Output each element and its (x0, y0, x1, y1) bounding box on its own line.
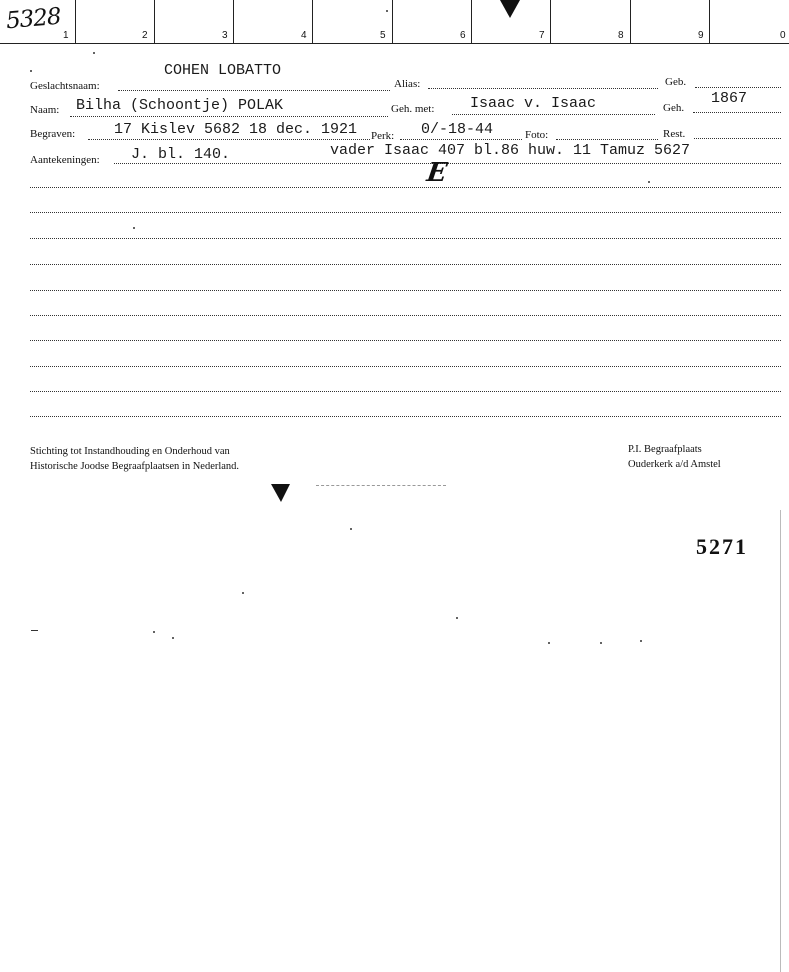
married-label: Geh. (663, 102, 685, 114)
photo-label: Foto: (525, 129, 549, 141)
scan-speck (350, 528, 352, 530)
ruler-number: 8 (618, 30, 624, 41)
stamped-number: 5271 (696, 534, 748, 559)
ruler-divider (709, 0, 710, 44)
ruler-divider (630, 0, 631, 44)
plot-label: Perk: (371, 130, 395, 142)
name-label: Naam: (30, 104, 60, 116)
geb-label: Geb. (665, 76, 687, 88)
ruler-divider (550, 0, 551, 44)
cemetery-name (628, 442, 721, 472)
surname-label: Geslachtsnaam: (30, 80, 100, 92)
ruler-number: 3 (222, 30, 228, 41)
photo-line (556, 139, 658, 140)
ruler-number: 6 (460, 30, 466, 41)
note-line (30, 264, 781, 265)
foundation-name (30, 444, 239, 474)
triangle-marker-icon (498, 0, 522, 20)
scan-speck (386, 10, 388, 12)
cemetery-line-2: Ouderkerk a/d Amstel (628, 459, 721, 470)
ruler-divider (312, 0, 313, 44)
ruler-divider (154, 0, 155, 44)
ruler-number: 7 (539, 30, 545, 41)
ruler-number: 0 (780, 30, 786, 41)
scan-speck (93, 52, 95, 54)
buried-label: Begraven: (30, 128, 76, 140)
surname-line (118, 90, 390, 91)
scan-speck (153, 631, 155, 633)
number-ruler (0, 0, 789, 44)
ruler-number: 4 (301, 30, 307, 41)
married-to-value: Isaac v. Isaac (470, 95, 597, 112)
handwritten-e-mark: E (424, 158, 449, 188)
scan-speck (172, 637, 174, 639)
ruler-divider (471, 0, 472, 44)
notes-value-2: vader Isaac 407 bl.86 huw. 11 Tamuz 5627 (330, 142, 691, 159)
name-line (70, 116, 388, 117)
ruler-number: 1 (63, 30, 69, 41)
handwritten-card-number: 5328 (4, 3, 62, 35)
cemetery-line-1: P.I. Begraafplaats (628, 444, 702, 455)
plot-value: 0/-18-44 (421, 121, 494, 138)
scan-speck (548, 642, 550, 644)
married-year-value: 1867 (711, 90, 748, 107)
ruler-divider (75, 0, 76, 44)
scan-speck (133, 227, 135, 229)
notes-value-1: J. bl. 140. (131, 146, 231, 163)
note-line (30, 187, 781, 188)
foundation-line-1: Stichting tot Instandhouding en Onderhoud van (30, 446, 230, 457)
surname-value: COHEN LOBATTO (164, 62, 282, 79)
ruler-divider (392, 0, 393, 44)
married-line (693, 112, 781, 113)
alias-label: Alias: (394, 78, 421, 90)
ruler-number: 5 (380, 30, 386, 41)
married-to-label: Geh. met: (391, 103, 435, 115)
buried-value: 17 Kislev 5682 18 dec. 1921 (114, 121, 358, 138)
ruler-number: 2 (142, 30, 148, 41)
note-line (30, 340, 781, 341)
edge-line (780, 510, 781, 972)
faint-dash-line (316, 485, 446, 486)
scan-speck (600, 642, 602, 644)
married-to-line (452, 114, 655, 115)
ruler-divider (233, 0, 234, 44)
note-line (30, 290, 781, 291)
scan-speck (30, 70, 32, 72)
note-line (30, 391, 781, 392)
foundation-line-2: Historische Joodse Begraafplaatsen in Nederland. (30, 461, 240, 472)
note-line (30, 212, 781, 213)
alias-line (428, 88, 658, 89)
ruler-baseline (0, 43, 789, 44)
scan-speck (456, 617, 458, 619)
triangle-marker-icon (270, 484, 292, 504)
note-line (30, 416, 781, 417)
restoration-line (694, 138, 781, 139)
name-value: Bilha (Schoontje) POLAK (76, 97, 284, 114)
restoration-label: Rest. (663, 128, 686, 140)
scan-speck (31, 630, 38, 631)
scan-speck (640, 640, 642, 642)
note-line (30, 315, 781, 316)
note-line (30, 366, 781, 367)
note-line (30, 238, 781, 239)
plot-line (400, 139, 522, 140)
scan-speck (648, 181, 650, 183)
buried-line (88, 139, 370, 140)
notes-label: Aantekeningen: (30, 154, 100, 166)
ruler-number: 9 (698, 30, 704, 41)
scan-speck (242, 592, 244, 594)
geb-line (695, 87, 781, 88)
